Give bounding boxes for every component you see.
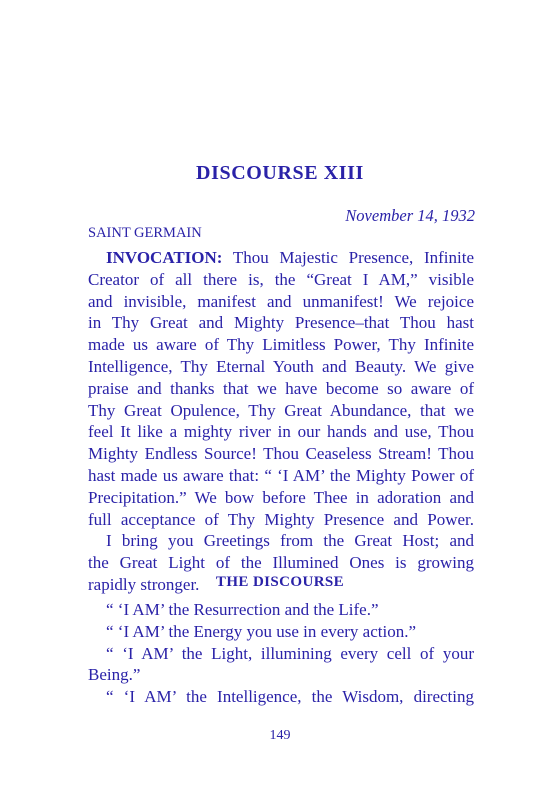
invocation-line: feel It like a mighty river in our hands and use, Thou: [88, 422, 474, 442]
discourse-line: “ ‘I AM’ the Light, illumining every cell of your: [106, 643, 474, 663]
greeting-line: the Great Light of the Illumined Ones is growing: [88, 553, 474, 573]
discourse-line: Being.”: [88, 665, 141, 685]
greeting-line: rapidly stronger.: [88, 574, 200, 594]
discourse-date: November 14, 1932: [345, 206, 475, 225]
invocation-line: Precipitation.” We bow before Thee in adoration and: [88, 487, 474, 507]
discourse-line: “ ‘I AM’ the Resurrection and the Life.”: [106, 600, 379, 619]
invocation-line: praise and thanks that we have become so aware of: [88, 378, 474, 398]
greeting-line: I bring you Greetings from the Great Host; and: [106, 531, 474, 551]
invocation-line: hast made us aware that: “ ‘I AM’ the Mighty Power of: [88, 465, 474, 485]
invocation-line: and invisible, manifest and unmanifest! We rejoice: [88, 291, 474, 311]
invocation-line: made us aware of Thy Limitless Power, Thy Infinite: [88, 335, 474, 355]
invocation-line: Mighty Endless Source! Thou Ceaseless Stream! Thou: [88, 444, 474, 464]
discourse-line: “ ‘I AM’ the Energy you use in every action.”: [106, 621, 416, 641]
invocation-paragraph: [88, 247, 474, 596]
page-number: 149: [269, 728, 291, 743]
discourse-subheading: THE DISCOURSE: [215, 574, 345, 590]
invocation-line: in Thy Great and Mighty Presence–that Thou hast: [88, 313, 474, 333]
speaker-name: SAINT GERMAIN: [88, 225, 202, 241]
invocation-line: Thy Great Opulence, Thy Great Abundance, that we: [88, 400, 474, 420]
invocation-line: INVOCATION: Thou Majestic Presence, Infinite: [106, 248, 474, 267]
invocation-line: Intelligence, Thy Eternal Youth and Beauty. We give: [88, 356, 474, 376]
discourse-body: [88, 599, 474, 708]
invocation-label: INVOCATION:: [106, 248, 223, 267]
discourse-title: DISCOURSE XIII: [196, 162, 364, 184]
invocation-line: full acceptance of Thy Mighty Presence and Power.: [88, 509, 474, 529]
invocation-line: Creator of all there is, the “Great I AM,” visible: [88, 269, 474, 289]
discourse-line: “ ‘I AM’ the Intelligence, the Wisdom, directing: [106, 687, 474, 707]
